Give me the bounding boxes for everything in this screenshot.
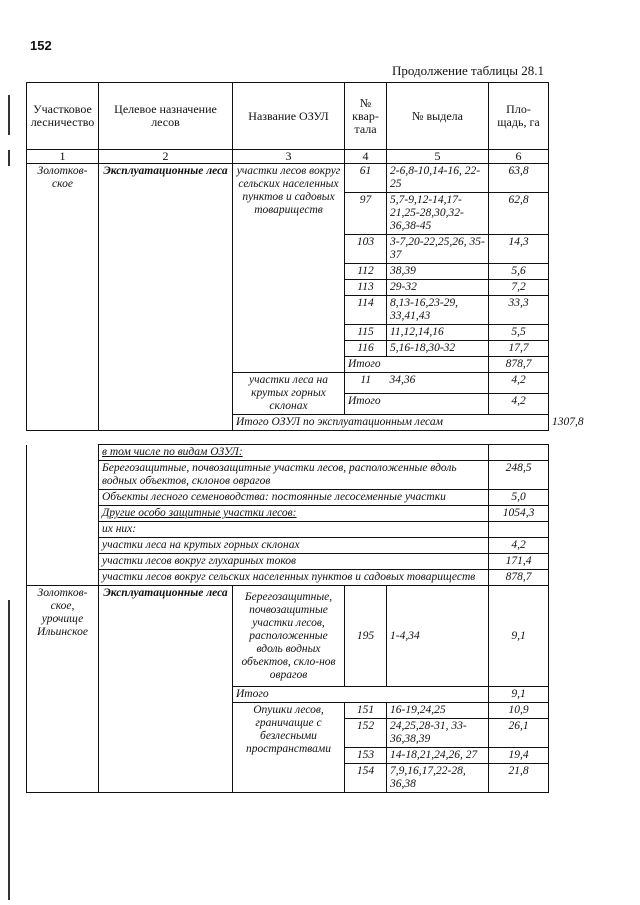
summary-row [27,522,549,538]
ozul-cell: участки леса на крутых горных склонах [233,373,345,415]
vydel-cell: 24,25,28-31, 33-36,38,39 [387,719,489,748]
area-cell: 21,8 [489,764,549,793]
summary-row [27,445,549,461]
purpose-cell: Эксплуатационные леса [99,586,233,793]
summary-row: Итого ОЗУЛ по эксплуатационным лесам 1307,8 [27,415,549,431]
vydel-cell: 16-19,24,25 [387,703,489,719]
kvartal-cell: 152 [345,719,387,748]
ozul-cell: Берегозащитные, почвозащитные участки лесов, расположенные вдоль водных объектов, скло-нов оврагов [233,586,345,687]
kvartal-cell: 116 [345,341,387,357]
area-cell: 63,8 [489,164,549,193]
page-number: 152 [30,38,52,53]
summary-label: участки лесов вокруг сельских населенных пунктов и садовых товариществ [99,570,489,586]
col-number: 1 [27,150,99,164]
vydel-cell: 38,39 [387,264,489,280]
left-binding-rule [8,600,10,900]
header-ozul: Название ОЗУЛ [233,83,345,150]
col-number: 4 [345,150,387,164]
summary-area [489,522,549,538]
header-kvartal: № квар-тала [345,83,387,150]
summary-label: Берегозащитные, почвозащитные участки лесов, расположенные вдоль водных объектов, склонов оврагов [99,461,489,490]
area-cell: 7,2 [489,280,549,296]
summary-label: Итого ОЗУЛ по эксплуатационным лесам [233,415,549,431]
header-row [27,83,549,150]
kvartal-cell: 103 [345,235,387,264]
header-vydel: № выдела [387,83,489,150]
vydel-cell: 5,7-9,12-14,17-21,25-28,30,32-36,38-45 [387,193,489,235]
summary-area: 248,5 [489,461,549,490]
summary-row [27,506,549,522]
summary-area: 171,4 [489,554,549,570]
area-cell: 10,9 [489,703,549,719]
summary-row [27,554,549,570]
vydel-cell: 3-7,20-22,25,26, 35-37 [387,235,489,264]
summary-label: участки леса на крутых горных склонах [99,538,489,554]
summary-area [489,445,549,461]
kvartal-cell: 97 [345,193,387,235]
col-number: 6 [489,150,549,164]
table-caption: Продолжение таблицы 28.1 [392,63,544,78]
col-number: 2 [99,150,233,164]
vydel-cell: 8,13-16,23-29, 33,41,43 [387,296,489,325]
subtotal-area: 9,1 [489,687,549,703]
summary-area: 4,2 [489,538,549,554]
summary-label: Другие особо защитные участки лесов: [99,506,489,522]
kvartal-cell: 151 [345,703,387,719]
summary-label: Объекты лесного семеноводства: постоянные лесосеменные участки [99,490,489,506]
left-binding-rule [8,150,10,166]
forest-table [26,82,584,431]
subtotal-area: 878,7 [489,357,549,373]
kvartal-cell: 11 [345,373,387,394]
vydel-cell: 1-4,34 [387,586,489,687]
kvartal-cell: 114 [345,296,387,325]
vydel-cell: 34,36 [387,373,489,394]
area-cell: 5,6 [489,264,549,280]
area-cell: 62,8 [489,193,549,235]
area-cell: 19,4 [489,748,549,764]
summary-row [27,570,549,586]
summary-label: их них: [99,522,489,538]
kvartal-cell: 195 [345,586,387,687]
area-cell: 14,3 [489,235,549,264]
area-cell: 17,7 [489,341,549,357]
ozul-cell: участки лесов вокруг сельских населенных пунктов и садовых товариществ [233,164,345,373]
kvartal-cell: 61 [345,164,387,193]
kvartal-cell: 115 [345,325,387,341]
kvartal-cell: 153 [345,748,387,764]
area-cell: 33,3 [489,296,549,325]
lesnichestvo-cell: Золотков-ское, урочище Ильинское [27,586,99,793]
vydel-cell: 2-6,8-10,14-16, 22-25 [387,164,489,193]
header-area: Пло-щадь, га [489,83,549,150]
left-binding-rule [8,95,10,135]
kvartal-cell: 113 [345,280,387,296]
table-row [27,164,549,193]
header-lesnichestvo: Участковое лесничество [27,83,99,150]
ozul-cell: Опушки лесов, граничащие с безлесными пространствами [233,703,345,793]
summary-label: участки лесов вокруг глухариных токов [99,554,489,570]
vydel-cell: 11,12,14,16 [387,325,489,341]
subtotal-label: Итого [233,687,489,703]
vydel-cell: 5,16-18,30-32 [387,341,489,357]
column-number-row [27,150,549,164]
area-cell: 4,2 [489,373,549,394]
kvartal-cell: 154 [345,764,387,793]
col-number: 5 [387,150,489,164]
subtotal-label: Итого [345,357,489,373]
forest-table-lower [26,444,549,793]
vydel-cell: 29-32 [387,280,489,296]
kvartal-cell: 112 [345,264,387,280]
vydel-cell: 14-18,21,24,26, 27 [387,748,489,764]
area-cell: 26,1 [489,719,549,748]
subtotal-label: Итого [345,394,489,415]
purpose-cell: Эксплуатационные леса [99,164,233,431]
col-number: 3 [233,150,345,164]
summary-label: в том числе по видам ОЗУЛ: [99,445,489,461]
summary-row [27,538,549,554]
summary-row [27,461,549,490]
header-purpose: Целевое назначение лесов [99,83,233,150]
area-cell: 5,5 [489,325,549,341]
area-cell: 9,1 [489,586,549,687]
summary-area: 878,7 [489,570,549,586]
summary-row [27,490,549,506]
summary-area: 5,0 [489,490,549,506]
subtotal-area: 4,2 [489,394,549,415]
summary-area: 1054,3 [489,506,549,522]
lesnichestvo-cell: Золотков-ское [27,164,99,431]
table-row [27,586,549,687]
vydel-cell: 7,9,16,17,22-28, 36,38 [387,764,489,793]
